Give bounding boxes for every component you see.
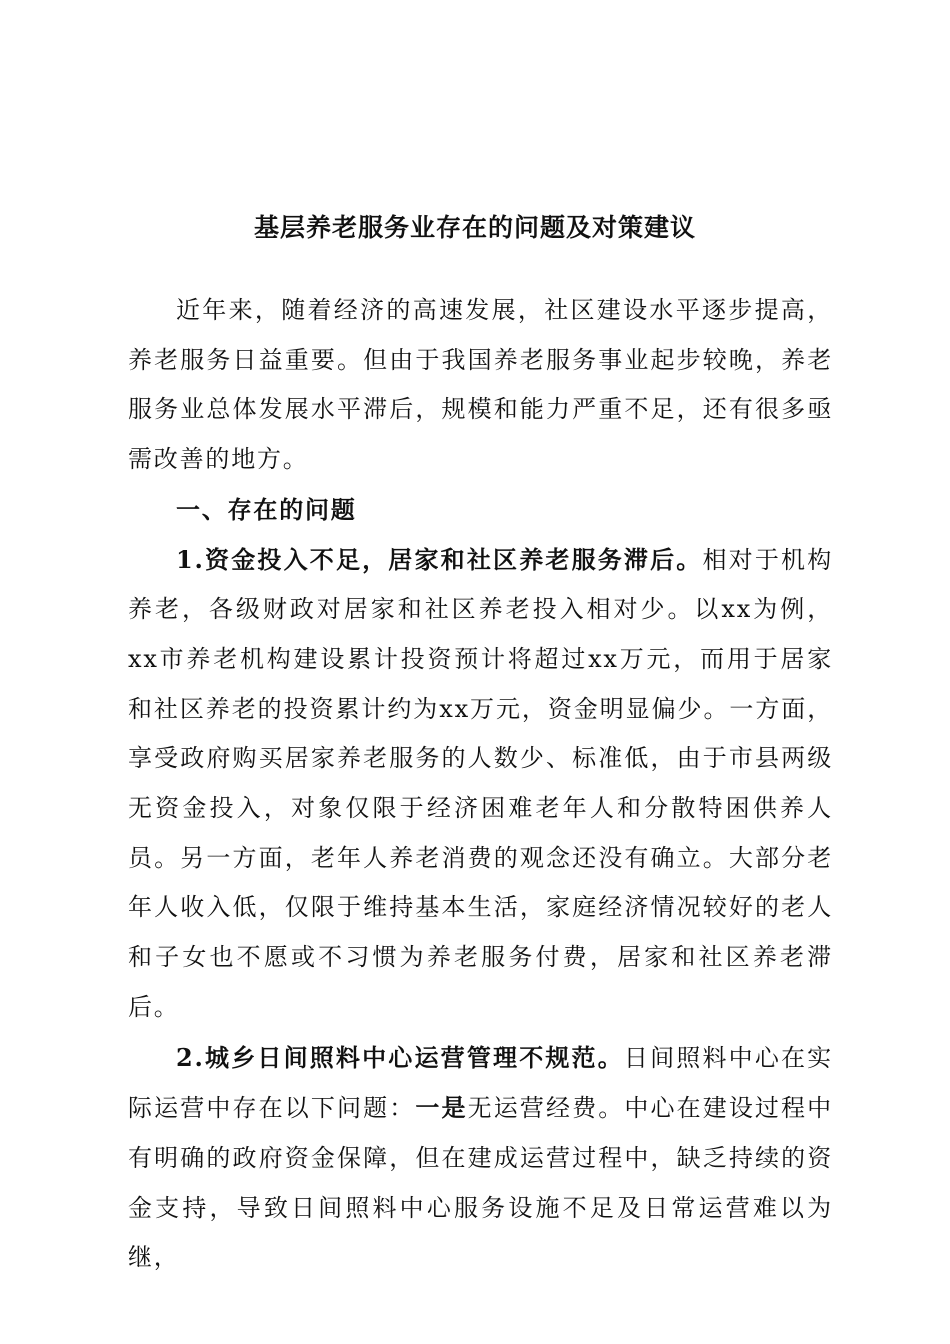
intro-paragraph: 近年来，随着经济的高速发展，社区建设水平逐步提高，养老服务日益重要。但由于我国养老服务事业起步较晚，养老服务业总体发展水平滞后，规模和能力严重不足，还有很多亟需改善的地方。 bbox=[128, 296, 833, 474]
item-2-body-a: 日间照料中心在实际运营中存在以下问题： bbox=[128, 1043, 833, 1123]
item-2-point-label: 一是 bbox=[415, 1093, 468, 1123]
document-body bbox=[128, 286, 833, 1283]
item-1-paragraph bbox=[128, 535, 833, 1033]
item-2-heading: 2.城乡日间照料中心运营管理不规范。 bbox=[176, 1042, 624, 1072]
item-2-paragraph bbox=[128, 1033, 833, 1284]
item-1-body: 相对于机构养老，各级财政对居家和社区养老投入相对少。以xx为例，xx市养老机构建设累计投资预计将超过xx万元，而用于居家和社区养老的投资累计约为xx万元，资金明显偏少。一方面，享受政府购买居家养老服务的人数少、标准低，由于市县两级无资金投入，对象仅限于经济困难老年人和分散特困供养人员。另一方面，老年人养老消费的观念还没有确立。大部分老年人收入低，仅限于维持基本生活，家庭经济情况较好的老人和子女也不愿或不习惯为养老服务付费，居家和社区养老滞后。 bbox=[128, 545, 834, 1021]
document-title: 基层养老服务业存在的问题及对策建议 bbox=[253, 213, 696, 242]
section-heading bbox=[128, 485, 833, 535]
item-1-heading: 1.资金投入不足，居家和社区养老服务滞后。 bbox=[176, 544, 703, 574]
section-heading-text: 一、存在的问题 bbox=[176, 494, 357, 524]
item-2-body-b: 无运营经费。中心在建设过程中有明确的政府资金保障，但在建成运营过程中，缺乏持续的资金支持，导致日间照料中心服务设施不足及日常运营难以为继， bbox=[128, 1094, 833, 1272]
